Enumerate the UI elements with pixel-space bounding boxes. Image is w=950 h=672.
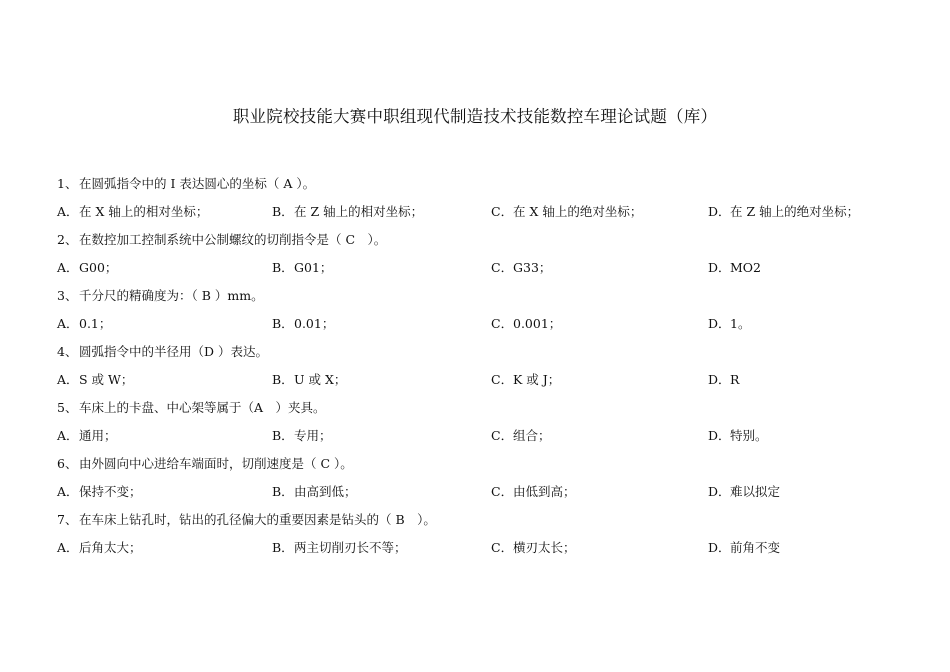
option-text: G33； [513, 260, 552, 275]
document-title: 职业院校技能大赛中职组现代制造技术技能数控车理论试题（库） [232, 107, 718, 126]
option-a [57, 426, 117, 444]
question-number: 7、 [57, 512, 78, 527]
option-a [57, 538, 142, 556]
option-b [272, 426, 332, 444]
option-text: G00； [79, 260, 118, 275]
option-text: U 或 X； [294, 372, 347, 387]
question-item [57, 282, 937, 338]
option-text: 由低到高； [513, 484, 576, 499]
option-c [491, 370, 560, 388]
option-letter: D． [708, 204, 731, 219]
question-text: 在车床上钻孔时，钻出的孔径偏大的重要因素是钻头的（ B ）。 [79, 512, 436, 527]
question-item [57, 394, 937, 450]
option-text: 在 Z 轴上的绝对坐标； [730, 204, 860, 219]
option-text: 后角太大； [79, 540, 142, 555]
option-row [57, 370, 937, 390]
option-text: R [730, 372, 740, 387]
option-d [708, 538, 780, 556]
question-number: 1、 [57, 176, 78, 191]
option-letter: B． [272, 260, 294, 275]
option-b [272, 538, 407, 556]
option-text: 两主切削刃长不等； [294, 540, 407, 555]
option-letter: C． [491, 204, 514, 219]
option-letter: A． [57, 260, 79, 275]
option-letter: B． [272, 540, 294, 555]
question-number: 2、 [57, 232, 78, 247]
option-text: 0.001； [513, 316, 562, 331]
question-number: 5、 [57, 400, 78, 415]
question-stem [57, 342, 268, 360]
option-text: 组合； [513, 428, 551, 443]
option-c [491, 538, 576, 556]
option-a [57, 202, 208, 220]
option-text: 在 X 轴上的相对坐标； [79, 204, 209, 219]
option-b [272, 258, 332, 276]
option-row [57, 258, 937, 278]
question-list [57, 170, 937, 562]
option-letter: A． [57, 484, 79, 499]
option-letter: C． [491, 372, 514, 387]
option-letter: C． [491, 260, 514, 275]
option-letter: D． [708, 372, 731, 387]
question-text: 在数控加工控制系统中公制螺纹的切削指令是（ C ）。 [79, 232, 387, 247]
option-b [272, 482, 357, 500]
option-letter: D． [708, 316, 731, 331]
option-b [272, 370, 346, 388]
option-row [57, 314, 937, 334]
option-letter: C． [491, 540, 514, 555]
option-letter: B． [272, 316, 294, 331]
option-b [272, 202, 423, 220]
option-row [57, 538, 937, 558]
option-text: 特别。 [730, 428, 768, 443]
option-text: 由高到低； [294, 484, 357, 499]
option-letter: A． [57, 540, 79, 555]
question-number: 3、 [57, 288, 78, 303]
option-letter: B． [272, 204, 294, 219]
option-a [57, 370, 133, 388]
option-text: G01； [294, 260, 333, 275]
option-letter: C． [491, 316, 514, 331]
option-text: 保持不变； [79, 484, 142, 499]
option-letter: D． [708, 260, 731, 275]
question-text: 在圆弧指令中的 I 表达圆心的坐标（ A ）。 [79, 176, 316, 191]
option-row [57, 482, 937, 502]
option-text: MO2 [730, 260, 761, 275]
option-letter: B． [272, 484, 294, 499]
question-item [57, 506, 937, 562]
question-item [57, 338, 937, 394]
option-text: 0.1； [79, 316, 112, 331]
option-letter: A． [57, 428, 79, 443]
question-stem [57, 174, 315, 192]
option-letter: B． [272, 372, 294, 387]
question-stem [57, 286, 264, 304]
question-stem [57, 230, 386, 248]
option-text: 专用； [294, 428, 332, 443]
option-text: 横刃太长； [513, 540, 576, 555]
option-b [272, 314, 334, 332]
option-letter: B． [272, 428, 294, 443]
option-d [708, 258, 761, 276]
option-c [491, 202, 642, 220]
option-letter: D． [708, 484, 731, 499]
option-letter: D． [708, 540, 731, 555]
question-stem [57, 510, 436, 528]
option-c [491, 482, 576, 500]
option-c [491, 258, 551, 276]
option-a [57, 314, 111, 332]
question-stem [57, 454, 353, 472]
option-text: 通用； [79, 428, 117, 443]
option-row [57, 426, 937, 446]
option-text: S 或 W； [79, 372, 134, 387]
option-text: 在 Z 轴上的相对坐标； [294, 204, 424, 219]
option-letter: D． [708, 428, 731, 443]
option-d [708, 482, 780, 500]
option-c [491, 314, 561, 332]
option-letter: C． [491, 428, 514, 443]
option-letter: C． [491, 484, 514, 499]
question-item [57, 170, 937, 226]
option-d [708, 426, 768, 444]
option-a [57, 482, 142, 500]
question-text: 由外圆向中心进给车端面时，切削速度是（ C ）。 [79, 456, 353, 471]
option-d [708, 314, 750, 332]
option-letter: A． [57, 204, 79, 219]
question-item [57, 226, 937, 282]
question-item [57, 450, 937, 506]
option-d [708, 202, 859, 220]
option-text: 前角不变 [730, 540, 781, 555]
question-number: 4、 [57, 344, 78, 359]
option-d [708, 370, 739, 388]
option-text: K 或 J； [513, 372, 561, 387]
option-text: 0.01； [294, 316, 335, 331]
option-c [491, 426, 551, 444]
option-text: 1。 [730, 316, 751, 331]
question-number: 6、 [57, 456, 78, 471]
option-text: 难以拟定 [730, 484, 781, 499]
question-text: 千分尺的精确度为：（ B ）mm。 [79, 288, 264, 303]
option-letter: A． [57, 372, 79, 387]
question-text: 圆弧指令中的半径用（D ）表达。 [79, 344, 268, 359]
option-row [57, 202, 937, 222]
option-letter: A． [57, 316, 79, 331]
option-text: 在 X 轴上的绝对坐标； [513, 204, 643, 219]
question-text: 车床上的卡盘、中心架等属于（A ）夹具。 [79, 400, 326, 415]
question-stem [57, 398, 326, 416]
option-a [57, 258, 117, 276]
